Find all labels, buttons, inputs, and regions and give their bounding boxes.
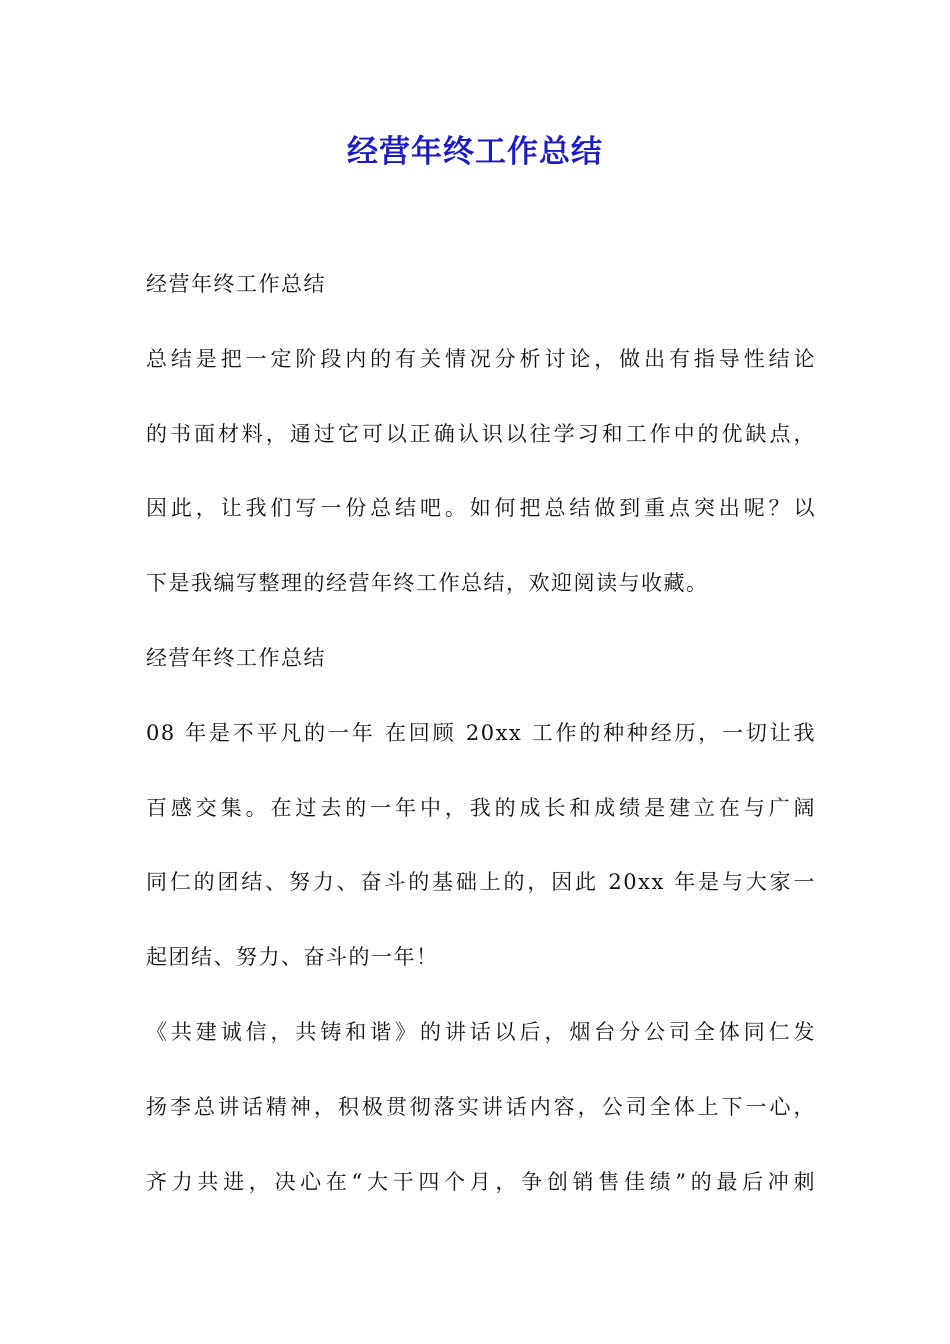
text-line: 齐力共进，决心在“大干四个月，争创销售佳绩”的最后冲刺 [146,1169,816,1194]
text-line: 百感交集。在过去的一年中，我的成长和成绩是建立在与广阔 [146,795,816,820]
text-line: 扬李总讲话精神，积极贯彻落实讲话内容，公司全体上下一心， [146,1094,816,1119]
text-line: 《共建诚信，共铸和谐》的讲话以后，烟台分公司全体同仁发 [146,1019,816,1044]
text-line: 起团结、努力、奋斗的一年！ [146,945,439,970]
text-line: 的书面材料，通过它可以正确认识以往学习和工作中的优缺点， [146,421,816,446]
document-title: 经营年终工作总结 [347,134,603,170]
document-body [146,262,816,1234]
text-line: 下是我编写整理的经营年终工作总结，欢迎阅读与收藏。 [146,571,709,596]
text-line: 总结是把一定阶段内的有关情况分析讨论，做出有指导性结论 [146,346,816,371]
text-line-heading: 经营年终工作总结 [146,272,326,296]
text-line: 08 年是不平凡的一年 在回顾 20xx 工作的种种经历，一切让我 [146,720,816,745]
text-line: 同仁的团结、努力、奋斗的基础上的，因此 20xx 年是与大家一 [146,870,816,895]
text-line-heading: 经营年终工作总结 [146,645,326,670]
text-line: 因此，让我们写一份总结吧。如何把总结做到重点突出呢？以 [146,496,816,521]
